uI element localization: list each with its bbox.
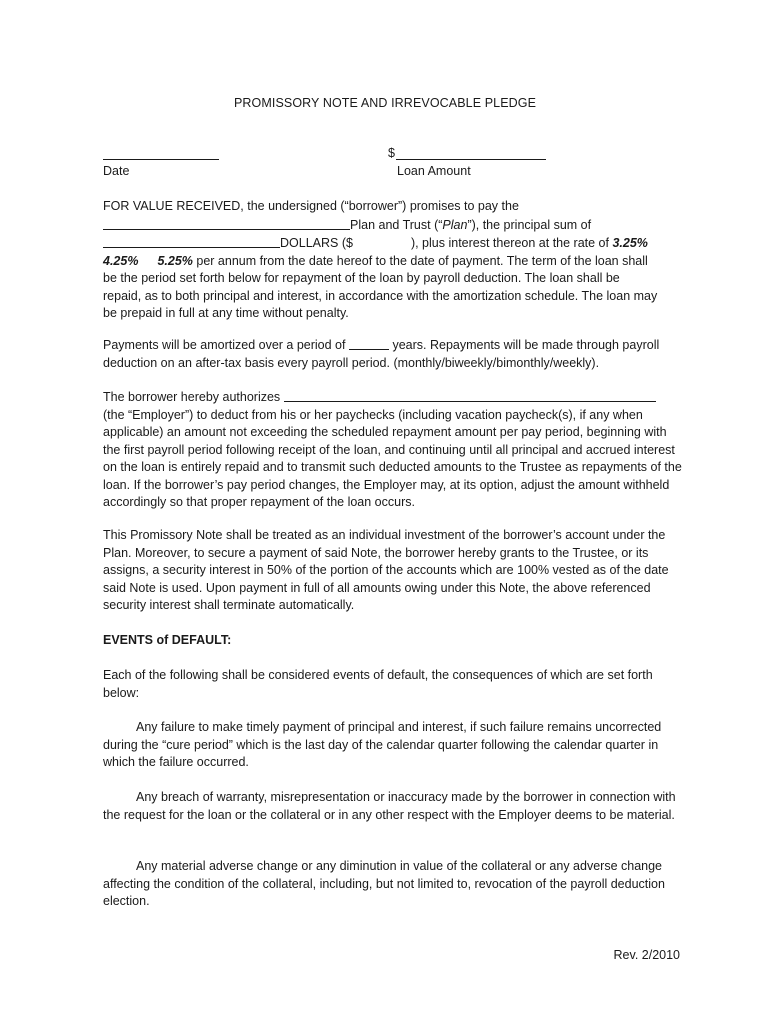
p2-line2: deduction on an after-tax basis every payroll period. (monthly/biweekly/bimonthly/weekly).: [103, 355, 600, 370]
p7-text: Any breach of warranty, misrepresentation or inaccuracy made by the borrower in connection with the request for the loan or the collateral or in any other respect with the Employer deems to be material.: [103, 790, 676, 822]
loan-amount-field[interactable]: [396, 159, 546, 160]
p8-text: Any material adverse change or any diminution in value of the collateral or any adverse change affecting the condition of the collateral, including, but not limited to, revocation of the payroll deduction election.: [103, 859, 665, 908]
paragraph-for-value-received: [103, 198, 683, 323]
paragraph-payment-failure: [103, 719, 683, 772]
paragraph-adverse-change: [103, 858, 683, 911]
p1-line6: repaid, as to both principal and interest, in accordance with the amortization schedule. The loan may: [103, 288, 658, 303]
years-field[interactable]: [349, 337, 389, 350]
rate-option-2[interactable]: 4.25%: [103, 253, 139, 268]
principal-words-field[interactable]: [103, 235, 280, 248]
p1-line7: be prepaid in full at any time without penalty.: [103, 306, 349, 320]
rate-option-3[interactable]: 5.25%: [157, 253, 193, 268]
p3-body: (the “Employer”) to deduct from his or her paychecks (including vacation paycheck(s), if any when applicable) an amount not exceeding the scheduled repayment amount per pay period, beginning with the first payroll period following receipt of the loan, and continuing until all principal and accrued interest on the loan is entirely repaid and to transmit such deducted amounts to the Trustee as repayments of the loan. If the borrower’s pay period changes, the Employer may, at its option, adjust the amount withheld accordingly so that proper repayment of the loan occurs.: [103, 407, 682, 509]
events-of-default-heading: EVENTS of DEFAULT:: [103, 633, 232, 647]
dollar-sign: $: [388, 146, 395, 160]
plan-name-field[interactable]: [103, 217, 350, 230]
paragraph-authorization: [103, 388, 683, 512]
p4-text: This Promissory Note shall be treated as an individual investment of the borrower’s account under the Plan. Moreover, to secure a payment of said Note, the borrower hereby grants to the Trustee, or its assigns, a security interest in 50% of the portion of the accounts which are 100% vested as of the date said Note is used. Upon payment in full of all amounts owing under this Note, the above referenced security interest shall terminate automatically.: [103, 528, 669, 612]
loan-amount-label: Loan Amount: [397, 164, 471, 178]
p1-line1: FOR VALUE RECEIVED, the undersigned (“borrower”) promises to pay the: [103, 199, 519, 213]
date-field[interactable]: [103, 159, 219, 160]
paragraph-amortization: [103, 336, 683, 372]
employer-name-field[interactable]: [284, 389, 656, 402]
paragraph-events-intro: [103, 667, 683, 702]
document-title: PROMISSORY NOTE AND IRREVOCABLE PLEDGE: [233, 96, 537, 110]
paragraph-breach-of-warranty: [103, 789, 683, 824]
p1-line4: 4.25% 5.25% per annum from the date hereof to the date of payment. The term of the loan shall: [103, 253, 648, 268]
rate-option-1[interactable]: 3.25%: [612, 236, 648, 250]
p6-text: Any failure to make timely payment of principal and interest, if such failure remains uncorrected during the “cure period” which is the last day of the calendar quarter following the calendar quarter in which the failure occurred.: [103, 720, 662, 769]
revision-label: Rev. 2/2010: [613, 948, 680, 962]
p2-line1: Payments will be amortized over a period of years. Repayments will be made through payroll: [103, 338, 660, 352]
date-label: Date: [103, 164, 130, 178]
p3-line1: The borrower hereby authorizes: [103, 388, 683, 407]
paragraph-security-interest: [103, 527, 683, 615]
p5-text: Each of the following shall be considered events of default, the consequences of which are set forth below:: [103, 668, 653, 700]
p1-line3: DOLLARS ($ ), plus interest thereon at the rate of 3.25%: [103, 234, 683, 253]
p1-line2: Plan and Trust (“Plan”), the principal sum of: [103, 216, 683, 235]
principal-amount-field[interactable]: [353, 235, 411, 248]
p1-line5: be the period set forth below for repayment of the loan by payroll deduction. The loan shall be: [103, 271, 620, 285]
plan-italic: Plan: [442, 217, 468, 232]
